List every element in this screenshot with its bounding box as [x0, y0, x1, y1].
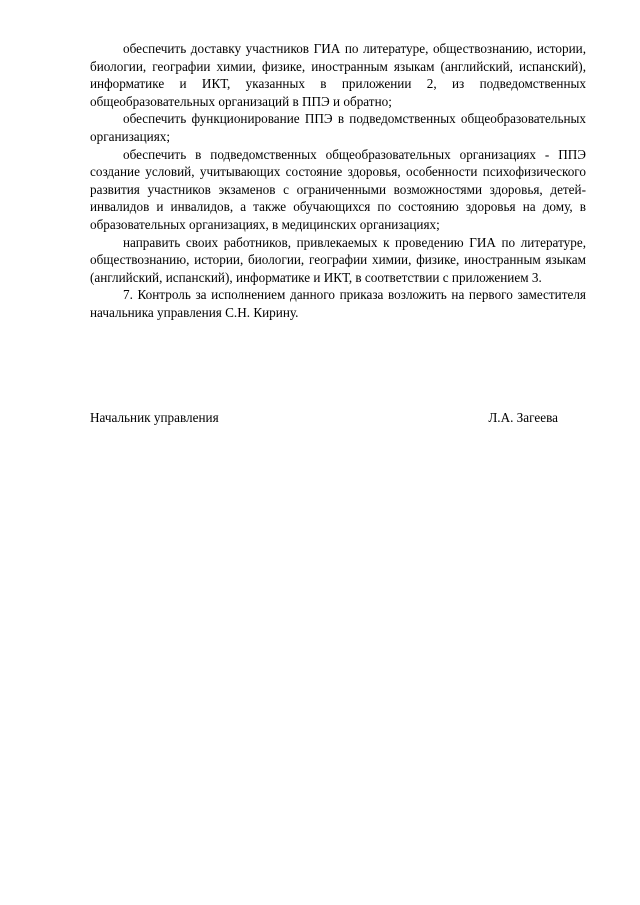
paragraph-delivery: обеспечить доставку участников ГИА по литературе, обществознанию, истории, биологии, географии химии, физике, иностранным языкам (английский, испанский), информатике и ИКТ, указанных в приложении 2, из подведомственных общеобразовательных организаций в ППЭ и обратно; [90, 41, 586, 109]
paragraph-functioning: обеспечить функционирование ППЭ в подведомственных общеобразовательных организациях; [90, 111, 586, 144]
signatory-name: Л.А. Загеева [488, 410, 558, 425]
document-body [90, 40, 586, 322]
paragraph-staff: направить своих работников, привлекаемых к проведению ГИА по литературе, обществознанию, истории, биологии, географии химии, физике, иностранным языкам (английский, испанский), информатике и ИКТ, в соответствии с приложением 3. [90, 234, 586, 285]
paragraph-conditions: обеспечить в подведомственных общеобразовательных организациях - ППЭ создание условий, учитывающих состояние здоровья, особенности психофизического развития участников экзаменов с ограниченными возможностями здоровья, детей-инвалидов и инвалидов, а также обучающихся по состоянию здоровья на дому, в образовательных организациях, в медицинских организациях; [90, 146, 586, 232]
signatory-position: Начальник управления [90, 410, 219, 425]
paragraph-control: 7. Контроль за исполнением данного приказа возложить на первого заместителя начальника управления С.Н. Кирину. [90, 287, 586, 320]
